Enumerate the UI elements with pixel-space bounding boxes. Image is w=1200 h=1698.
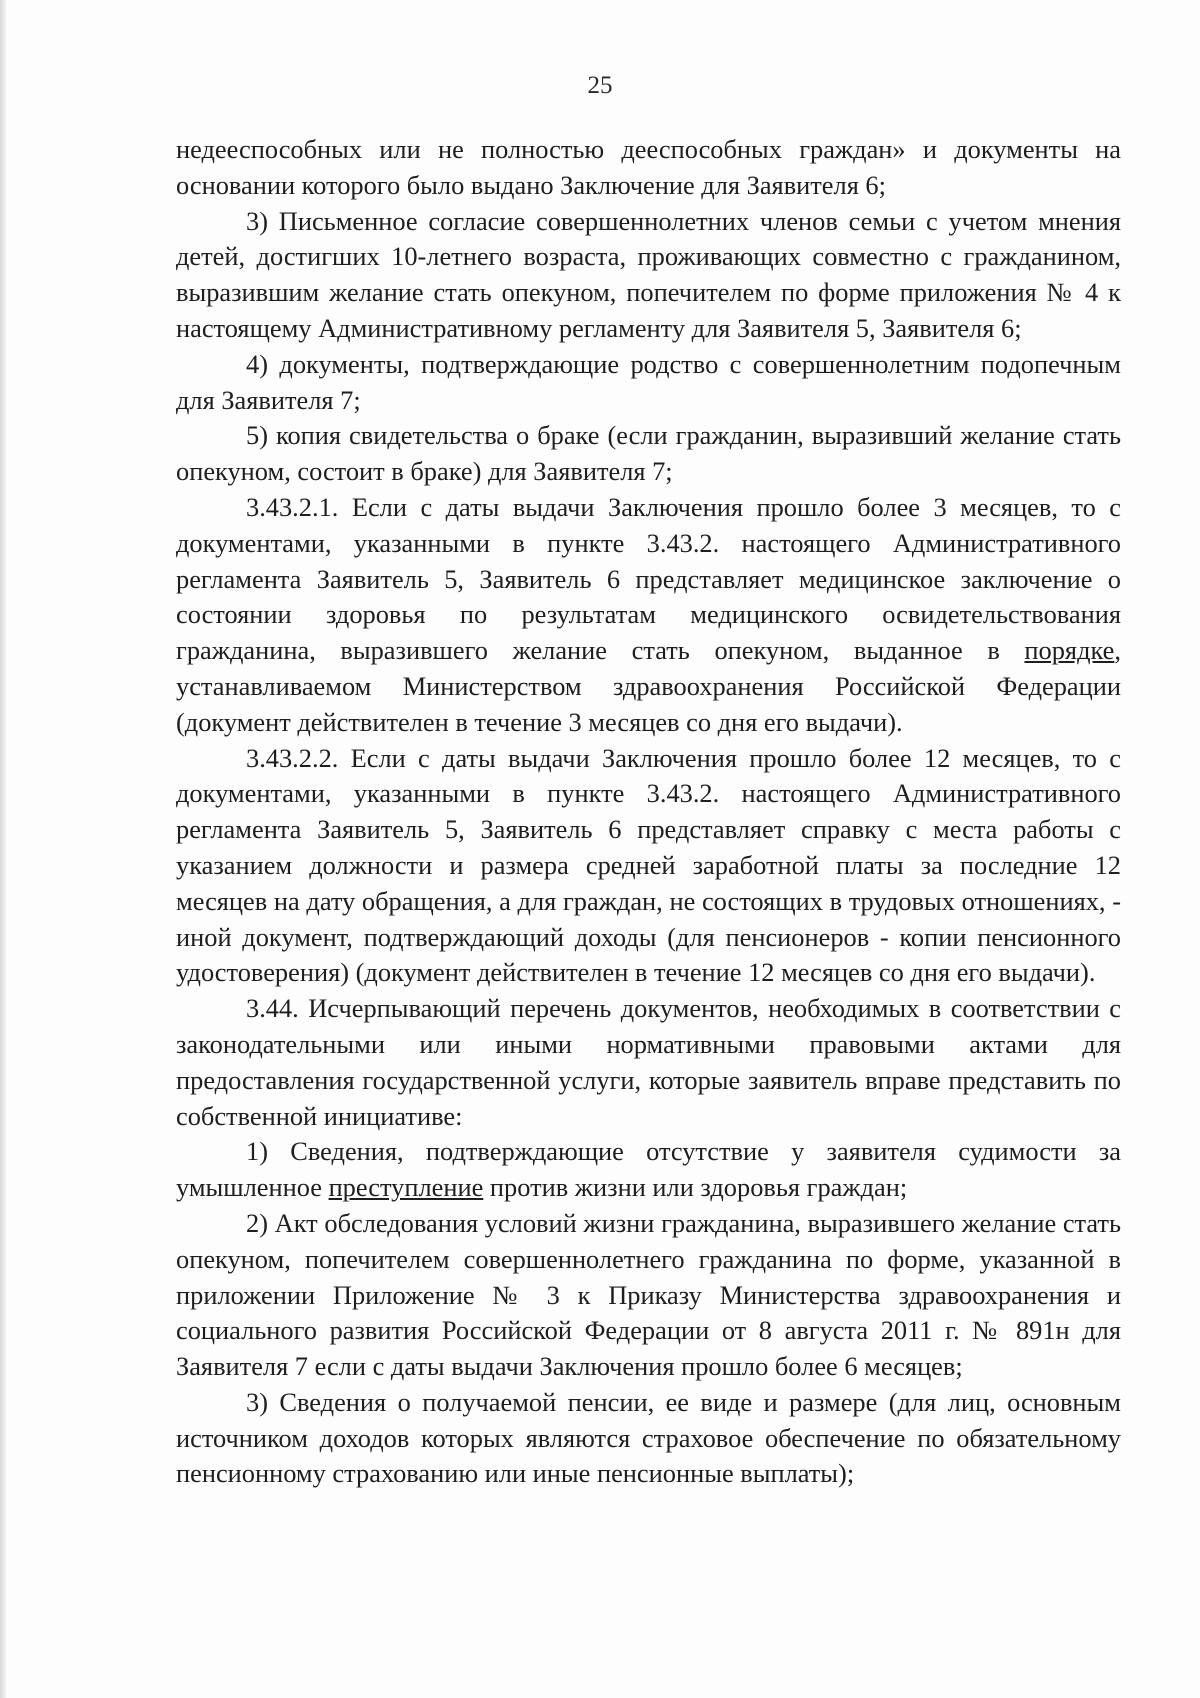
paragraph	[176, 1385, 1121, 1492]
paragraph	[176, 132, 1121, 204]
scan-edge	[0, 0, 6, 1698]
paragraph	[176, 991, 1121, 1134]
paragraph-text: 1) Сведения, подтверждающие отсутствие у заявителя судимости за умышленное	[176, 1136, 1121, 1203]
paragraph	[176, 204, 1121, 347]
paragraph	[176, 741, 1121, 992]
paragraph	[176, 1134, 1121, 1206]
paragraph-text: недееспособных или не полностью дееспособных граждан» и документы на основании которого было выдано Заключение для Заявителя 6;	[176, 134, 1121, 200]
paragraph	[176, 418, 1121, 490]
paragraph-text: против жизни или здоровья граждан;	[483, 1172, 908, 1203]
paragraph	[176, 490, 1121, 741]
document-body	[176, 132, 1121, 1492]
paragraph-text: 3.43.2.1. Если с даты выдачи Заключения прошло более 3 месяцев, то с документами, указанными в пункте 3.43.2. настоящего Административного регламента Заявитель 5, Заявитель 6 представляет медицинское заключение о состоянии здоровья по результатам медицинского освидетельствования гражданина, выразившего желание стать опекуном, выданное в	[176, 491, 1121, 666]
underlined-term: порядке	[1024, 635, 1115, 666]
page-number: 25	[587, 72, 613, 99]
paragraph	[176, 1206, 1121, 1385]
paragraph-text: 2) Акт обследования условий жизни гражданина, выразившего желание стать опекуном, попечителем совершеннолетнего гражданина по форме, указанной в приложении Приложение № 3 к Приказу Министерства здравоохранения и социального развития Российской Федерации от 8 августа 2011 г. № 891н для Заявителя 7 если с даты выдачи Заключения прошло более 6 месяцев;	[176, 1207, 1121, 1382]
paragraph-text: 5) копия свидетельства о браке (если гражданин, выразивший желание стать опекуном, состоит в браке) для Заявителя 7;	[176, 420, 1121, 487]
underlined-term: преступление	[328, 1172, 484, 1203]
paragraph-text: 3) Письменное согласие совершеннолетних членов семьи с учетом мнения детей, достигших 10-летнего возраста, проживающих совместно с гражданином, выразившим желание стать опекуном, попечителем по форме приложения № 4 к настоящему Административному регламенту для Заявителя 5, Заявителя 6;	[176, 205, 1121, 343]
paragraph-text: 3.44. Исчерпывающий перечень документов, необходимых в соответствии с законодательными или иными нормативными правовыми актами для предоставления государственной услуги, которые заявитель вправе представить по собственной инициативе:	[176, 993, 1121, 1131]
paragraph-text: 3) Сведения о получаемой пенсии, ее виде и размере (для лиц, основным источником доходов которых являются страховое обеспечение по обязательному пенсионному страхованию или иные пенсионные выплаты);	[176, 1386, 1121, 1489]
paragraph-text: 4) документы, подтверждающие родство с совершеннолетним подопечным для Заявителя 7;	[176, 348, 1121, 415]
paragraph-text: 3.43.2.2. Если с даты выдачи Заключения прошло более 12 месяцев, то с документами, указанными в пункте 3.43.2. настоящего Административного регламента Заявитель 5, Заявитель 6 представляет справку с места работы с указанием должности и размера средней заработной платы за последние 12 месяцев на дату обращения, а для граждан, не состоящих в трудовых отношениях, - иной документ, подтверждающий доходы (для пенсионеров - копии пенсионного удостоверения) (документ действителен в течение 12 месяцев со дня его выдачи).	[176, 742, 1121, 988]
paragraph	[176, 347, 1121, 419]
paragraph-text: , устанавливаемом Министерством здравоохранения Российской Федерации (документ действителен в течение 3 месяцев со дня его выдачи).	[176, 635, 1121, 737]
